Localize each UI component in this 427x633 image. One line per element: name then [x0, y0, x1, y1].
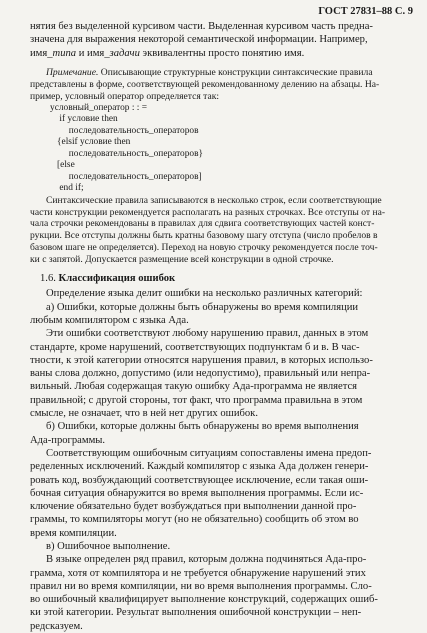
paragraph-line: ключение обязательно будет возбуждаться при выполнении данной про- — [30, 501, 357, 513]
code-line: end if; — [50, 183, 84, 194]
paragraph-line: правил ни во время компиляции, ни во время выполнения программы. Сло- — [30, 580, 372, 592]
note-after-line: базовом шаге не определяется). Переход на новую строчку рекомендуется после точ- — [30, 242, 378, 254]
page-body — [30, 20, 402, 633]
term-name: имя — [30, 47, 48, 59]
code-line: [else — [50, 160, 75, 171]
paragraph-line: ваны слова должно, допустимо (или недопустимо), правильный или непра- — [30, 368, 371, 380]
code-line: if условие then — [50, 114, 118, 125]
paragraph-line: ровать код, возбуждающий соответствующее исключение, если такая оши- — [30, 474, 369, 486]
paragraph-line: ки этой категории. Результат выполнения ошибочной конструкции – неп- — [30, 607, 362, 619]
term-and-name: и имя — [76, 47, 105, 59]
paragraph-line: вильный. Любая содержащая такую ошибку Ада-программа не является — [30, 381, 358, 393]
section-number: 1.6. — [40, 273, 56, 285]
paragraph-line: редсказуем. — [30, 620, 83, 632]
paragraph-line: любым компилятором с языка Ада. — [30, 314, 189, 326]
note-line-2: представлены в форме, соответствующей рекомендованному делению на абзацы. На- — [30, 78, 380, 90]
intro-line-3 — [30, 47, 402, 60]
intro-line-1: нятия без выделенной курсивом части. Выделенная курсивом часть предна- — [30, 21, 373, 32]
page-header: ГОСТ 27831–88 С. 9 — [318, 6, 413, 17]
code-line: условный_оператор : : = — [50, 102, 148, 113]
paragraph-line: тности, к этой категории относятся нарушения правил, в которых использо- — [30, 354, 373, 366]
section-title: Классификация ошибок — [58, 273, 176, 285]
term-italic-task: _задачи — [104, 47, 140, 59]
code-line: {elsif условие then — [50, 137, 131, 148]
note-line-1 — [30, 67, 402, 79]
paragraph-line: граммы, то компиляторы могут (но не обязательно) сообщить об этом во — [30, 514, 359, 526]
paragraph-line: Соответствующим ошибочным ситуациям сопоставлены имена предоп- — [46, 447, 372, 459]
paragraph-line: грамма, хотя от компилятора и не требуется обнаружение нарушений этих — [30, 567, 366, 579]
intro-line-2: значена для выражения некоторой семантической информации. Например, — [30, 34, 368, 46]
paragraph-line: в) Ошибочное выполнение. — [46, 540, 171, 552]
note-after-line: части конструкции рекомендуется располагать на разных строчках. Все отступы от на- — [30, 206, 386, 218]
paragraph-line: правильной; с другой стороны, тот факт, что программа правильна в этом — [30, 394, 363, 406]
paragraph-line: Ада-программы. — [30, 434, 106, 446]
note-after-line: ки с запятой. Допускается размещение всей конструкции в одной строчке. — [30, 254, 334, 266]
paragraph-line: Определение языка делит ошибки на несколько различных категорий: — [46, 288, 363, 300]
note-block — [30, 67, 402, 266]
paragraph-line: время компиляции. — [30, 527, 117, 539]
paragraph-line: Эти ошибки соответствуют любому нарушению правил, данных в этом — [46, 328, 369, 340]
paragraph-line: В языке определен ряд правил, которым должна подчиняться Ада-про- — [46, 554, 367, 566]
intro-line-3-rest: эквивалентны просто понятию имя. — [139, 47, 305, 59]
note-after-line: Синтаксические правила записываются в несколько строк, если соответствующие — [46, 194, 382, 206]
note-line-3: пример, условный оператор определяется так: — [30, 90, 220, 102]
paragraph-line: смысле, не означает, что в ней нет других ошибок. — [30, 408, 258, 420]
term-italic-type: _типа — [47, 47, 77, 59]
section-heading — [40, 272, 402, 285]
note-after-line: чала строчки рекомендованы в правилах для сдвига соответствующих частей конст- — [30, 218, 375, 230]
paragraph-line: во ошибочный квалифицирует выполнение конструкций, содержащих ошиб- — [30, 594, 378, 606]
paragraph-line: б) Ошибки, которые должны быть обнаружены во время выполнения — [46, 421, 359, 433]
note-line-1-text: Описывающие структурные конструкции синтаксические правила — [98, 66, 373, 78]
paragraph-line: ределенных исключений. Каждый компилятор с языка Ада должен генери- — [30, 461, 369, 473]
paragraph-line: а) Ошибки, которые должны быть обнаружены во время компиляции — [46, 301, 359, 313]
code-line: последовательность_операторов] — [50, 171, 202, 182]
code-block — [30, 103, 402, 195]
code-line: последовательность_операторов} — [50, 148, 204, 159]
paragraph-line: бочная ситуация обнаружится во время выполнения программы. Если ис- — [30, 487, 364, 499]
paragraph-line: стандарте, кроме нарушений, соответствующих подпунктам б и в. В час- — [30, 341, 360, 353]
note-label: Примечание. — [46, 66, 99, 78]
code-line: последовательность_операторов — [50, 125, 199, 136]
note-after-line: рукции. Все отступы должны быть кратны базовому шагу отступа (число пробелов в — [30, 230, 378, 242]
